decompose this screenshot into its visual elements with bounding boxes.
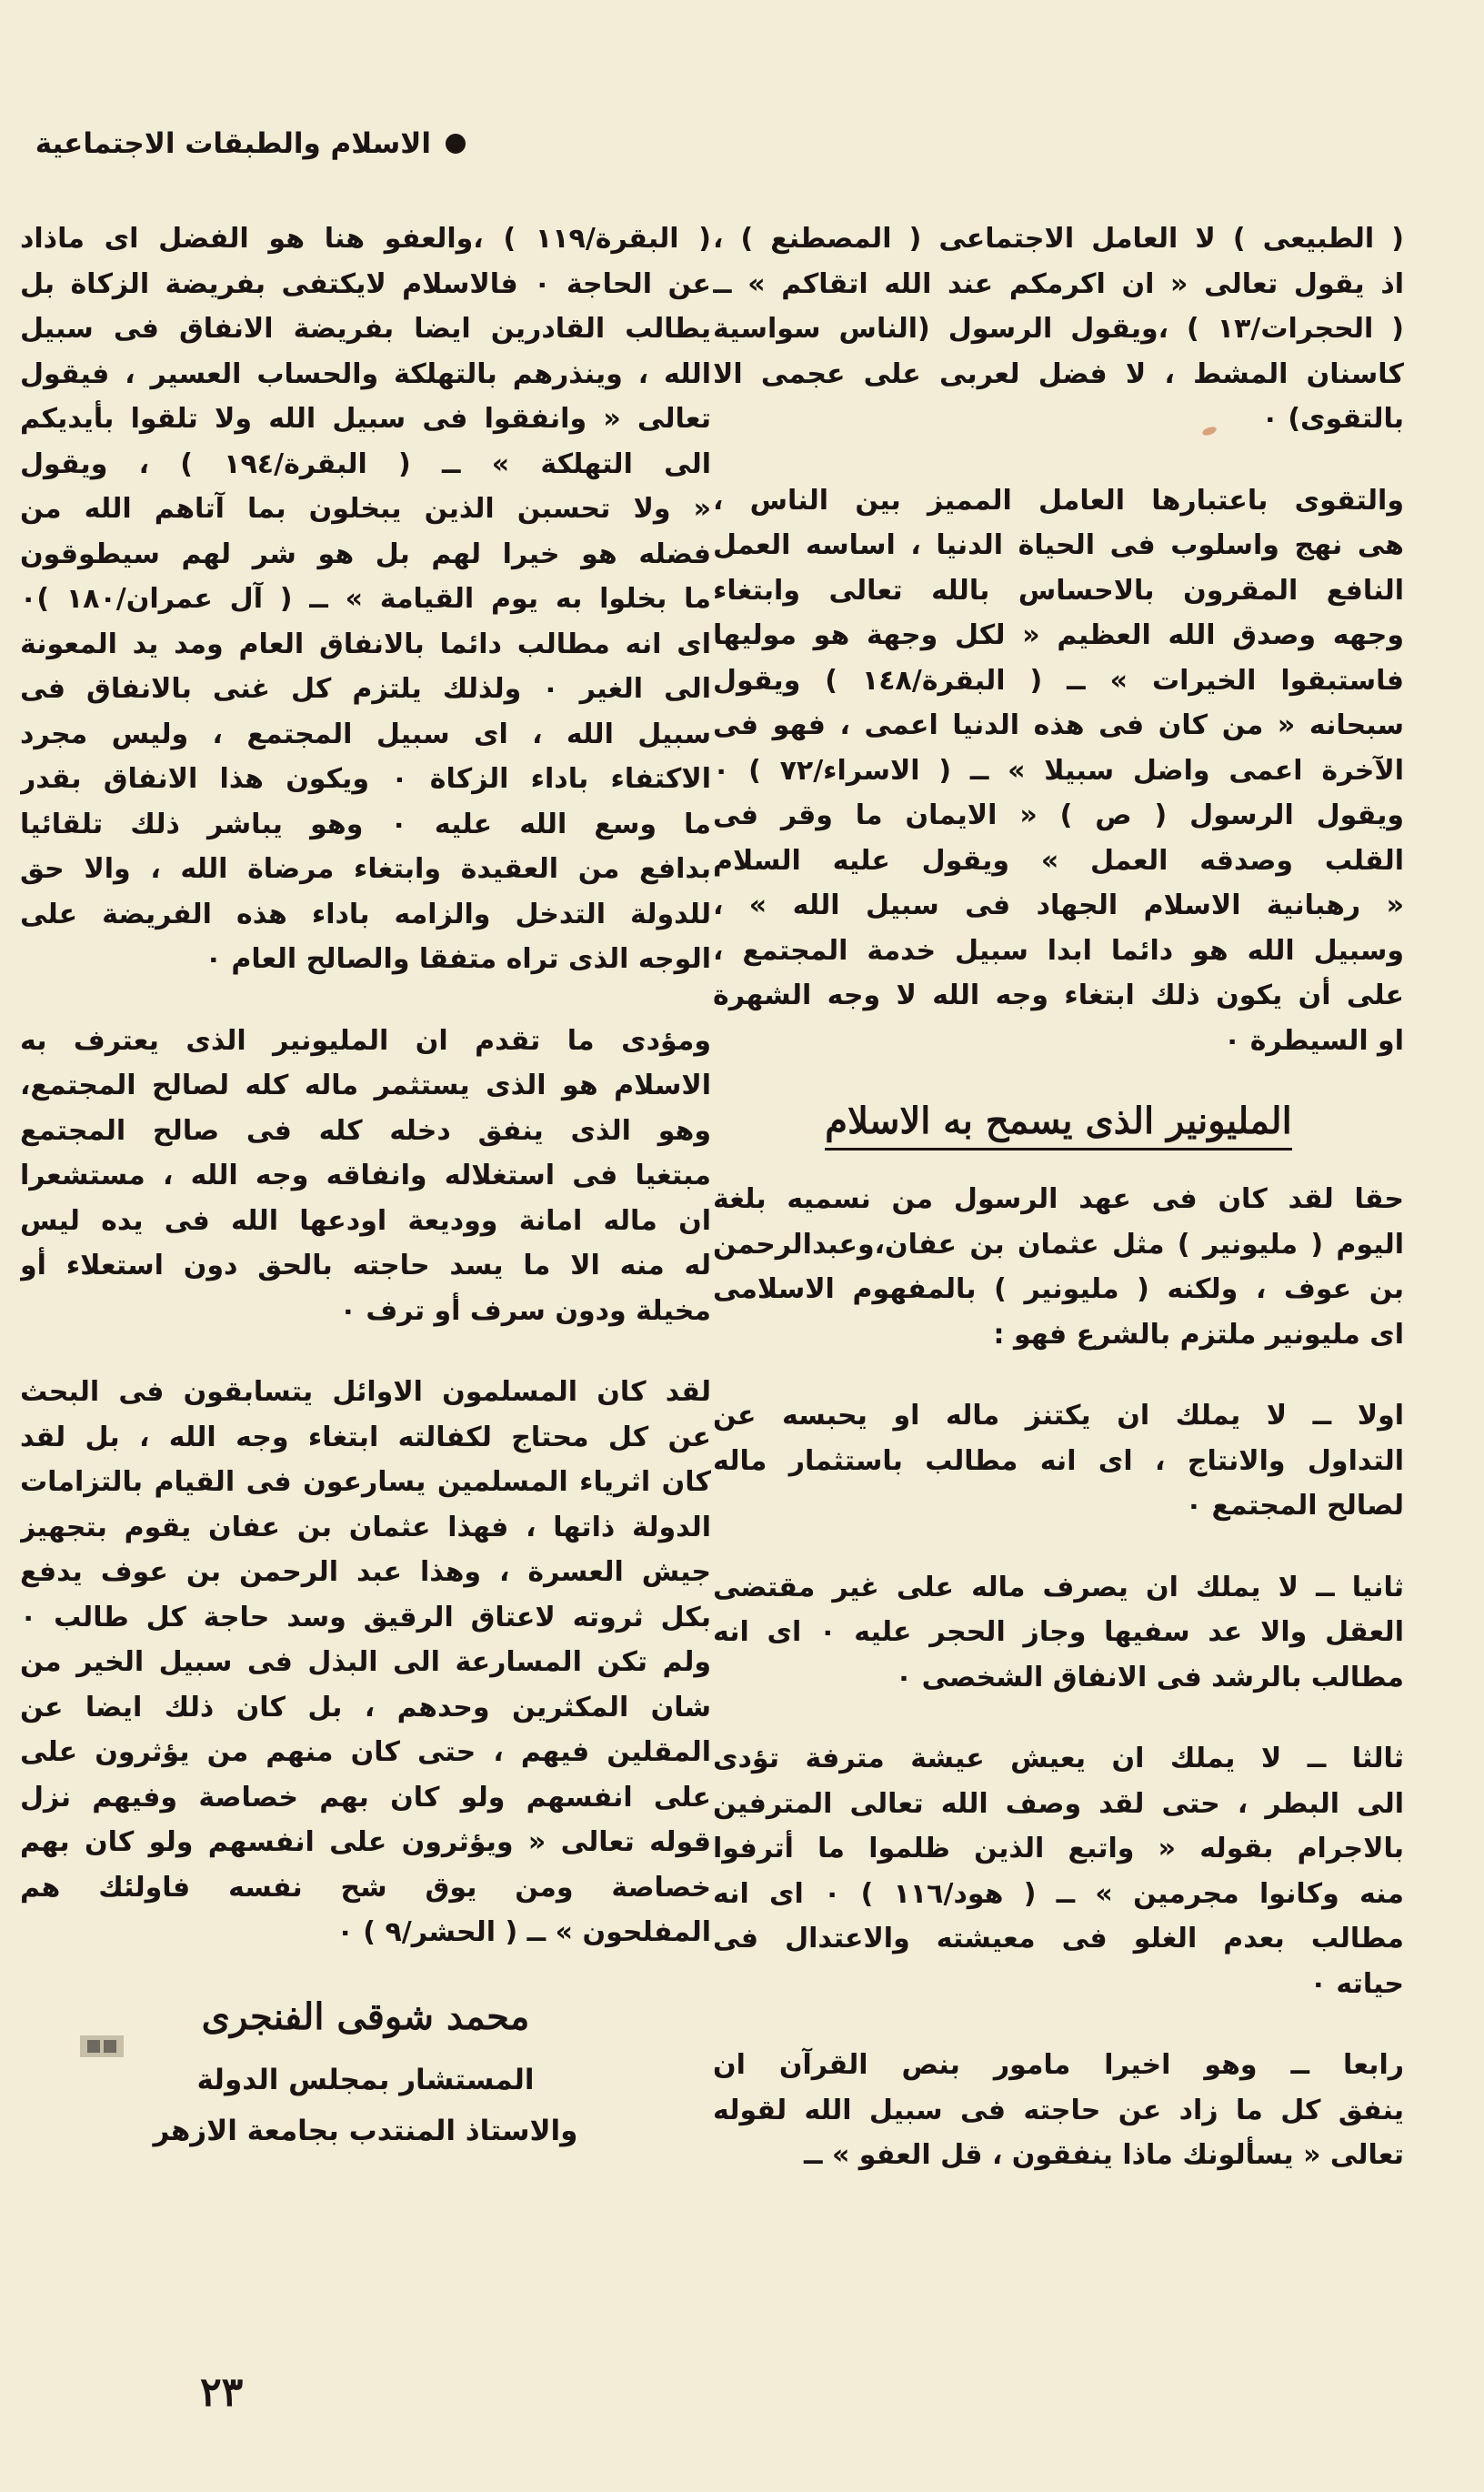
text-line: التداول والانتاج ، اى انه مطالب باستثمار ماله — [713, 1444, 1404, 1477]
text-line: ان ماله امانة ووديعة اودعها الله فى يده ليس — [20, 1204, 711, 1237]
text-line: خصاصة ومن يوق شح نفسه فاولئك هم — [20, 1871, 711, 1904]
text-line: هى نهج واسلوب فى الحياة الدنيا ، اساسه العمل — [713, 529, 1404, 561]
text-line: ثالثا ــ لا يملك ان يعيش عيشة مترفة تؤدى — [713, 1743, 1404, 1774]
text-line: شان المكثرين وحدهم ، بل كان ذلك ايضا عن — [20, 1691, 711, 1723]
text-line: حقا لقد كان فى عهد الرسول من نسميه بلغة — [713, 1183, 1404, 1215]
paragraph — [20, 1370, 711, 1955]
text-line: تعالى « يسألونك ماذا ينفقون ، قل العفو » ــ — [804, 2139, 1404, 2171]
section-heading-text: المليونير الذى يسمح به الاسلام — [825, 1100, 1291, 1151]
text-line: العقل والا عد سفيها وجاز الحجر عليه ٠ اى انه — [713, 1616, 1404, 1648]
author-signature — [20, 1995, 711, 2156]
text-line: منه وكانوا مجرمين » ــ ( هود/١١٦ ) ٠ اى انه — [713, 1877, 1404, 1910]
text-line: ينفق كل ما زاد عن حاجته فى سبيل الله لقوله — [713, 2094, 1404, 2126]
text-line: قوله تعالى « ويؤثرون على انفسهم ولو كان بهم — [20, 1826, 711, 1858]
text-line: ما وسع الله عليه ٠ وهو يباشر ذلك تلقائيا — [20, 808, 711, 840]
text-line: عن الحاجة ٠ فالاسلام لايكتفى بفريضة الزكاة بل — [20, 267, 711, 300]
page-number: ٢٣ — [200, 2369, 244, 2416]
paragraph — [20, 1019, 711, 1334]
text-line: على أن يكون ذلك ابتغاء وجه الله لا وجه الشهرة — [713, 980, 1404, 1011]
text-line: تعالى « وانفقوا فى سبيل الله ولا تلقوا بأيديكم — [20, 403, 711, 435]
text-line: بكل ثروته لاعتاق الرقيق وسد حاجة كل طالب ٠ — [20, 1601, 711, 1633]
text-line: ( الحجرات/١٣ ) ،ويقول الرسول (الناس سواسية — [713, 313, 1404, 345]
text-line: ومؤدى ما تقدم ان المليونير الذى يعترف به — [20, 1024, 711, 1057]
text-line: المفلحون » ــ ( الحشر/٩ ) ٠ — [336, 1916, 711, 1948]
text-line: رابعا ــ وهو اخيرا مامور بنص القرآن ان — [713, 2049, 1404, 2081]
text-line: المقلين فيهم ، حتى كان منهم من يؤثرون على — [20, 1736, 711, 1768]
text-line: سبيل الله ، اى سبيل المجتمع ، وليس مجرد — [20, 718, 711, 750]
section-heading — [713, 1100, 1404, 1142]
text-line: فضله هو خيرا لهم بل هو شر لهم سيطوقون — [20, 538, 711, 570]
text-line: عن كل محتاج لكفالته ابتغاء وجه الله ، بل لقد — [20, 1421, 711, 1453]
paragraph — [713, 1177, 1404, 1357]
text-line: مطالب بعدم الغلو فى معيشته والاعتدال فى — [713, 1923, 1404, 1954]
text-line: لصالح المجتمع ٠ — [1185, 1490, 1404, 1522]
paragraph — [713, 1736, 1404, 2006]
text-line: الاكتفاء باداء الزكاة ٠ ويكون هذا الانفاق بقدر — [20, 763, 711, 795]
text-line: القلب وصدقه العمل » ويقول عليه السلام — [713, 844, 1404, 877]
text-line: ( البقرة/١١٩ ) ،والعفو هنا هو الفضل اى ماذاد — [20, 223, 711, 255]
text-line: الى الغير ٠ ولذلك يلتزم كل غنى بالانفاق فى — [20, 673, 711, 705]
text-line: « رهبانية الاسلام الجهاد فى سبيل الله » ، — [713, 889, 1404, 921]
text-line: للدولة التدخل والزامه باداء هذه الفريضة على — [20, 898, 711, 930]
header-title: الاسلام والطبقات الاجتماعية — [35, 127, 431, 160]
text-line: بن عوف ، ولكنه ( مليونير ) بالمفهوم الاسلامى — [713, 1273, 1404, 1305]
text-line: اولا ــ لا يملك ان يكتنز ماله او يحبسه عن — [713, 1400, 1404, 1432]
text-line: سبحانه « من كان فى هذه الدنيا اعمى ، فهو فى — [713, 709, 1404, 741]
text-line: اذ يقول تعالى « ان اكرمكم عند الله اتقاكم » ــ — [713, 267, 1404, 300]
text-line: مخيلة ودون سرف أو ترف ٠ — [339, 1294, 711, 1327]
text-line: والتقوى باعتبارها العامل المميز بين الناس ، — [713, 484, 1404, 517]
text-line: مطالب بالرشد فى الانفاق الشخصى ٠ — [895, 1661, 1404, 1693]
text-line: جيش العسرة ، وهذا عبد الرحمن بن عوف يدفع — [20, 1556, 711, 1588]
paragraph — [713, 2043, 1404, 2178]
text-line: ولم تكن المسارعة الى البذل فى سبيل الخير من — [20, 1646, 711, 1678]
left-column — [20, 216, 711, 2156]
text-line: اليوم ( مليونير ) مثل عثمان بن عفان،وعبدالرحمن — [713, 1228, 1404, 1261]
text-line: الاسلام هو الذى يستثمر ماله كله لصالح المجتمع، — [20, 1070, 711, 1101]
text-line: مبتغيا فى استغلاله وانفاقه وجه الله ، مستشعرا — [20, 1160, 711, 1191]
text-line: الى التهلكة » ــ ( البقرة/١٩٤ ) ، ويقول — [20, 447, 711, 480]
bullet-icon — [446, 134, 466, 154]
text-line: يطالب القادرين ايضا بفريضة الانفاق فى سبيل — [20, 313, 711, 345]
right-column — [713, 216, 1404, 2215]
paragraph — [20, 216, 711, 982]
text-line: اى انه مطالب دائما بالانفاق العام ومد يد المعونة — [20, 628, 711, 660]
paragraph — [713, 216, 1404, 442]
text-line: على انفسهم ولو كان بهم خصاصة وفيهم نزل — [20, 1781, 711, 1814]
author-role: والاستاذ المنتدب بجامعة الازهر — [153, 2114, 578, 2147]
text-line: ويقول الرسول ( ص ) « الايمان ما وقر فى — [713, 799, 1404, 831]
text-line: ما بخلوا به يوم القيامة » ــ ( آل عمران/١٨٠ )٠ — [20, 583, 711, 615]
text-line: اى مليونير ملتزم بالشرع فهو : — [993, 1318, 1404, 1351]
text-line: النافع المقرون بالاحساس بالله تعالى وابتغاء — [713, 574, 1404, 607]
text-line: حياته ٠ — [1309, 1967, 1404, 2000]
text-line: وهو الذى ينفق دخله كله فى صالح المجتمع — [20, 1114, 711, 1147]
text-line: بالاجرام بقوله « واتبع الذين ظلموا ما أترفوا — [713, 1833, 1404, 1864]
text-line: بدافع من العقيدة وابتغاء مرضاة الله ، والا حق — [20, 853, 711, 885]
text-line: وسبيل الله هو دائما ابدا سبيل خدمة المجتمع ، — [713, 934, 1404, 967]
text-line: وجهه وصدق الله العظيم « لكل وجهة هو موليها — [713, 619, 1404, 651]
text-line: كاسنان المشط ، لا فضل لعربى على عجمى الا — [713, 357, 1404, 390]
text-line: الله ، وينذرهم بالتهلكة والحساب العسير ، فيقول — [20, 357, 711, 390]
author-role: المستشار بمجلس الدولة — [196, 2063, 535, 2096]
text-line: الى البطر ، حتى لقد وصف الله تعالى المترفين — [713, 1787, 1404, 1820]
text-line: او السيطرة ٠ — [1223, 1024, 1404, 1057]
running-header — [35, 116, 466, 171]
text-line: له منه الا ما يسد حاجته بالحق دون استعلاء أو — [20, 1250, 711, 1281]
paragraph — [713, 478, 1404, 1064]
text-line: ( الطبيعى ) لا العامل الاجتماعى ( المصطنع ) ، — [713, 223, 1404, 255]
text-line: كان اثرياء المسلمين يسارعون فى القيام بالتزامات — [20, 1466, 711, 1498]
text-line: « ولا تحسبن الذين يبخلون بما آتاهم الله من — [20, 493, 711, 525]
paragraph — [713, 1393, 1404, 1529]
text-line: الوجه الذى تراه متفقا والصالح العام ٠ — [205, 943, 711, 975]
paragraph — [713, 1565, 1404, 1701]
text-line: الآخرة اعمى واضل سبيلا » ــ ( الاسراء/٧٢ ) ٠ — [713, 754, 1404, 787]
text-line: ثانيا ــ لا يملك ان يصرف ماله على غير مقتضى — [713, 1571, 1404, 1603]
text-line: الدولة ذاتها ، فهذا عثمان بن عفان يقوم بتجهيز — [20, 1511, 711, 1543]
text-line: بالتقوى) ٠ — [1261, 403, 1404, 435]
author-name: محمد شوقى الفنجرى — [201, 1995, 530, 2038]
text-line: لقد كان المسلمون الاوائل يتسابقون فى البحث — [20, 1376, 711, 1408]
end-mark-icon — [80, 2035, 124, 2057]
text-line: فاستبقوا الخيرات » ــ ( البقرة/١٤٨ ) ويقول — [713, 664, 1404, 697]
